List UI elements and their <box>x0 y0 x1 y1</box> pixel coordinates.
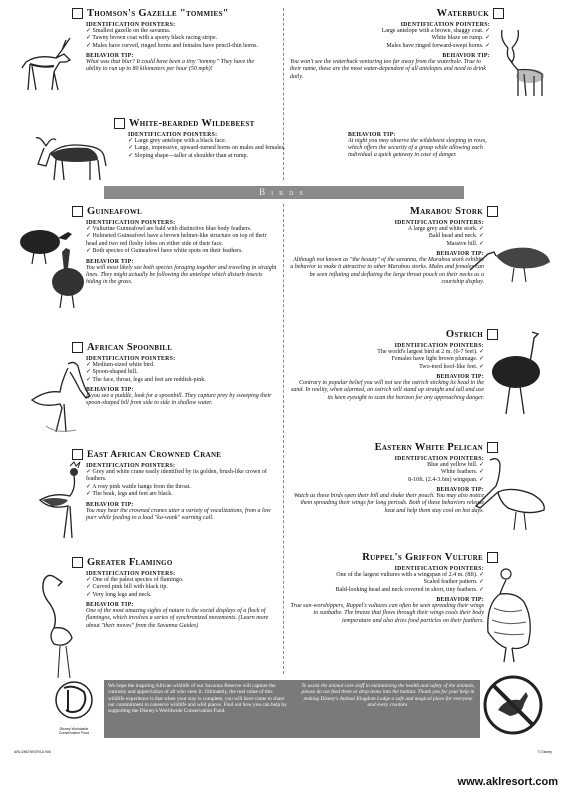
guineafowl-entry <box>72 206 278 286</box>
pelican-point-1: Blue and yellow bill. ✓ <box>427 462 484 468</box>
guineafowl-point-1: ✓ Vulturine Guineafowl are bald with distinctive blue body feathers. <box>86 226 252 232</box>
waterbuck-title-row <box>290 8 552 19</box>
vulture-title-row <box>290 552 498 563</box>
pelican-tip: Watch as these birds open their bill and shake their pouch. You may also notice them spreading their wings for long periods. Both of these behaviors release heat and help them stay cool on hot days. <box>293 493 484 514</box>
vulture-point-3: Bald-looking head and neck covered in short, tiny feathers. ✓ <box>335 586 484 593</box>
spoonbill-illustration <box>16 356 96 436</box>
ostrich-id-heading: IDENTIFICATION POINTERS: <box>394 343 484 349</box>
gazelle-tip-heading: BEHAVIOR TIP: <box>86 53 134 60</box>
guineafowl-title-row <box>72 206 278 217</box>
website-url[interactable]: www.aklresort.com <box>457 776 558 788</box>
ostrich-entry <box>290 329 498 402</box>
gazelle-title: Thomson's Gazelle "tommies" <box>87 8 229 19</box>
vulture-illustration <box>476 564 550 664</box>
vulture-id-heading: IDENTIFICATION POINTERS: <box>394 566 484 572</box>
crane-point-3: ✓ The beak, legs and feet are black. <box>86 491 173 498</box>
flamingo-point-3: ✓ Very long legs and neck. <box>86 591 152 598</box>
marabou-tip: Although not known as "the beauty" of the savanna, the Marabou stork exhibits a behavior to make it attractive to other Marabou storks. Males and females can be seen inflating and deflating the large throat pouch on their necks as a courtship display. <box>290 257 484 285</box>
vulture-tip-heading: BEHAVIOR TIP: <box>436 597 484 604</box>
pelican-point-2: White feathers. ✓ <box>440 469 484 476</box>
guineafowl-tip-heading: BEHAVIOR TIP: <box>86 258 134 265</box>
footer-conservation-message: We hope the inspiring African wildlife of our Savanna Reserve will capture the curiosity and appreciation of all who view it. Ultimately, the real value of this wildlife experience is that when your stay is complete, you will have come to share our commitment to conserve wildlife and wild places. Find out how you can help by supporting the Disney's Worldwide Conservation Fund. <box>108 683 287 715</box>
crane-illustration <box>18 460 98 542</box>
crane-entry <box>72 449 278 522</box>
flamingo-entry <box>72 557 278 630</box>
wildebeest-tip-heading: BEHAVIOR TIP: <box>348 132 396 138</box>
crane-point-1: ✓ Grey and white crane easily identified by its golden, brush-like crown of feathers. <box>86 469 267 483</box>
flamingo-tip: One of the most amazing sights of nature is the social displays of a flock of flamingos, which involves a series of synchronized movements. (Learn more about "their moves" from the Savanna Guides) <box>86 608 269 629</box>
ostrich-point-1: The world's largest bird at 2 m. (6-7 feet). ✓ <box>377 349 484 355</box>
pelican-point-3: 8-10ft. (2.4-3.6m) wingspan. ✓ <box>408 476 484 483</box>
gazelle-id-heading: IDENTIFICATION POINTERS: <box>86 22 176 28</box>
ostrich-tip-heading: BEHAVIOR TIP: <box>436 374 484 381</box>
vulture-checkbox[interactable] <box>487 552 498 563</box>
vulture-entry <box>290 552 498 625</box>
marabou-title-row <box>290 206 498 217</box>
flamingo-point-2: ✓ Curved pink bill with black tip. <box>86 584 168 591</box>
print-code: ARL/2567/WCR/1A 906 <box>14 750 51 754</box>
ostrich-tip: Contrary to popular belief you will not see the ostrich sticking its head in the sand. In reality, when alarmed, an ostrich will stand up straight and tall and use its keen eyesight to scan the horizon for any approaching danger. <box>291 380 484 401</box>
wildebeest-id-heading: IDENTIFICATION POINTERS: <box>128 132 218 138</box>
marabou-id-heading: IDENTIFICATION POINTERS: <box>394 220 484 226</box>
marabou-illustration <box>468 234 552 284</box>
pelican-illustration <box>472 452 552 534</box>
guineafowl-illustration <box>14 220 88 312</box>
waterbuck-checkbox[interactable] <box>493 8 504 19</box>
flamingo-point-1: ✓ One of the palest species of flamingo. <box>86 577 184 583</box>
wildebeest-tip-block <box>348 129 498 160</box>
birds-column-divider <box>283 204 285 674</box>
pelican-entry <box>290 442 498 515</box>
spoonbill-point-3: ✓ The face, throat, legs and feet are reddish-pink. <box>86 376 206 383</box>
flamingo-title-row <box>72 557 278 568</box>
crane-title-row <box>72 449 278 460</box>
field-guide-sheet <box>14 8 552 763</box>
marabou-point-2: Bald head and neck. ✓ <box>428 233 484 240</box>
waterbuck-point-2: White blaze on rump. ✓ <box>431 35 490 42</box>
wildebeest-tip: At night you may observe the wildebeest sleeping in rows, which offers the security of a group while allowing each individual a quick getaway in case of danger. <box>348 138 487 159</box>
no-feeding-icon <box>482 674 544 736</box>
spoonbill-point-1: ✓ Medium-sized white bird. <box>86 362 155 368</box>
crane-id-heading: IDENTIFICATION POINTERS: <box>86 463 176 469</box>
vulture-tip: True sun-worshippers, Ruppel's vultures can often be seen spreading their wings to sunbathe. The breeze that flows through their wings cools their body temperature and also dries food particles on their feathers. <box>290 603 484 624</box>
ostrich-point-3: Two-toed hoof-like feet. ✓ <box>419 363 484 370</box>
spoonbill-entry <box>72 342 278 408</box>
gazelle-tip: What was that blur? It could have been a tiny "tommy." They have the ability to run up to 80 kilometers per hour (50 mph)! <box>86 59 255 73</box>
vulture-point-1: One of the largest vultures with a wingspan of 2.4 m. (8ft). ✓ <box>336 572 484 578</box>
vulture-title: Ruppel's Griffon Vulture <box>362 552 483 563</box>
guineafowl-tip: You will most likely see both species foraging together and traveling in straight lines. They might actually be following the antelope which disturb insects hiding in the grass. <box>86 264 277 286</box>
copyright: © Disney <box>537 750 552 754</box>
crane-checkbox[interactable] <box>72 449 83 460</box>
wildebeest-point-2: ✓ Large, impressive, upward-turned horns on males and females. <box>128 145 286 152</box>
waterbuck-id-heading: IDENTIFICATION POINTERS: <box>400 22 490 28</box>
marabou-entry <box>290 206 498 286</box>
guineafowl-checkbox[interactable] <box>72 206 83 217</box>
waterbuck-point-3: Males have ringed forward-swept horns. ✓ <box>386 42 490 49</box>
gazelle-point-1: ✓ Smallest gazelle on the savanna. <box>86 28 171 34</box>
marabou-checkbox[interactable] <box>487 206 498 217</box>
marabou-title: Marabou Stork <box>409 206 483 217</box>
guineafowl-point-3: ✓ Both species of Guineafowl have white spots on their feathers. <box>86 248 243 255</box>
footer-feeding-notice: To assist the animal care staff in maintaining the health and safety of the animals, please do not feed them or drop items into the habitat. Thank you for your help in making Disney's Animal Kingdom Lodge a safe and magical place for everyone and every creature. <box>301 683 475 708</box>
gazelle-illustration <box>16 34 78 94</box>
wildebeest-point-3: ✓ Sloping shape—taller at shoulder than at rump. <box>128 152 249 159</box>
spoonbill-tip: If you see a puddle, look for a spoonbill. They capture prey by sweeping their spoon-shaped bill from side to side in shallow water. <box>86 393 272 407</box>
spoonbill-point-2: ✓ Spoon-shaped bill. <box>86 369 138 376</box>
guineafowl-title: Guineafowl <box>87 206 143 217</box>
wildebeest-title-row <box>114 118 352 129</box>
wildebeest-checkbox[interactable] <box>114 118 125 129</box>
guineafowl-id-heading: IDENTIFICATION POINTERS: <box>86 220 176 226</box>
ostrich-illustration <box>480 328 548 416</box>
footer-message-band <box>104 680 480 738</box>
spoonbill-id-heading: IDENTIFICATION POINTERS: <box>86 356 176 362</box>
spoonbill-checkbox[interactable] <box>72 342 83 353</box>
birds-section-header: Birds <box>104 186 464 199</box>
wildebeest-illustration <box>32 126 112 184</box>
spoonbill-title-row <box>72 342 278 353</box>
gazelle-point-2: ✓ Tawny brown coat with a sporty black racing stripe. <box>86 35 218 42</box>
pelican-id-heading: IDENTIFICATION POINTERS: <box>394 456 484 462</box>
marabou-tip-heading: BEHAVIOR TIP: <box>436 251 484 258</box>
wildebeest-entry <box>114 118 352 160</box>
flamingo-checkbox[interactable] <box>72 557 83 568</box>
pelican-tip-heading: BEHAVIOR TIP: <box>436 487 484 494</box>
fund-label: Disney Worldwide Conservation Fund <box>58 727 90 736</box>
disney-conservation-logo <box>50 676 98 740</box>
pelican-title: Eastern White Pelican <box>374 442 483 453</box>
flamingo-title: Greater Flamingo <box>87 557 173 568</box>
wildebeest-title: White-bearded Wildebeest <box>129 118 255 129</box>
crane-tip-heading: BEHAVIOR TIP: <box>86 501 134 508</box>
guineafowl-point-2: ✓ Helmeted Guineafowl have a brown helmet-like structure on top of their head and two red fleshy lobes on either side of their face. <box>86 233 267 247</box>
gazelle-title-row <box>14 8 276 19</box>
ostrich-title: Ostrich <box>445 329 483 340</box>
ostrich-title-row <box>290 329 498 340</box>
globe-d-logo-icon <box>50 676 98 722</box>
crane-title: East African Crowned Crane <box>87 449 222 460</box>
vulture-point-2: Scaled feather pattern. ✓ <box>423 579 484 586</box>
waterbuck-illustration <box>488 26 550 98</box>
pelican-title-row <box>290 442 498 453</box>
gazelle-checkbox[interactable] <box>72 8 83 19</box>
waterbuck-title: Waterbuck <box>436 8 489 19</box>
ostrich-point-2: Females have light brown plumage. ✓ <box>391 356 484 363</box>
flamingo-id-heading: IDENTIFICATION POINTERS: <box>86 571 176 577</box>
waterbuck-tip: You won't see the waterbuck venturing too far away from the waterhole. True to their name, these are the most water-dependent of all antelopes and need to drink daily. <box>290 59 486 80</box>
waterbuck-tip-heading: BEHAVIOR TIP: <box>442 53 490 60</box>
spoonbill-tip-heading: BEHAVIOR TIP: <box>86 387 134 394</box>
marabou-point-3: Massive bill. ✓ <box>446 240 484 247</box>
crane-tip: You may hear the crowned cranes utter a variety of vocalizations, from a low purr while feeding to a loud "ka-wunk" warning call. <box>86 507 271 521</box>
crane-point-2: ✓ A rosy pink wattle hangs from the throat. <box>86 483 191 490</box>
gazelle-point-3: ✓ Males have curved, ringed horns and females have pencil-thin horns. <box>86 42 258 49</box>
spoonbill-title: African Spoonbill <box>87 342 173 353</box>
flamingo-tip-heading: BEHAVIOR TIP: <box>86 602 134 609</box>
waterbuck-point-1: Large antelope with a brown, shaggy coat. ✓ <box>381 28 490 34</box>
wildebeest-point-1: ✓ Large grey antelope with a black face. <box>128 138 227 144</box>
marabou-point-1: A large grey and white stork. ✓ <box>407 226 484 232</box>
flamingo-illustration <box>28 568 92 680</box>
